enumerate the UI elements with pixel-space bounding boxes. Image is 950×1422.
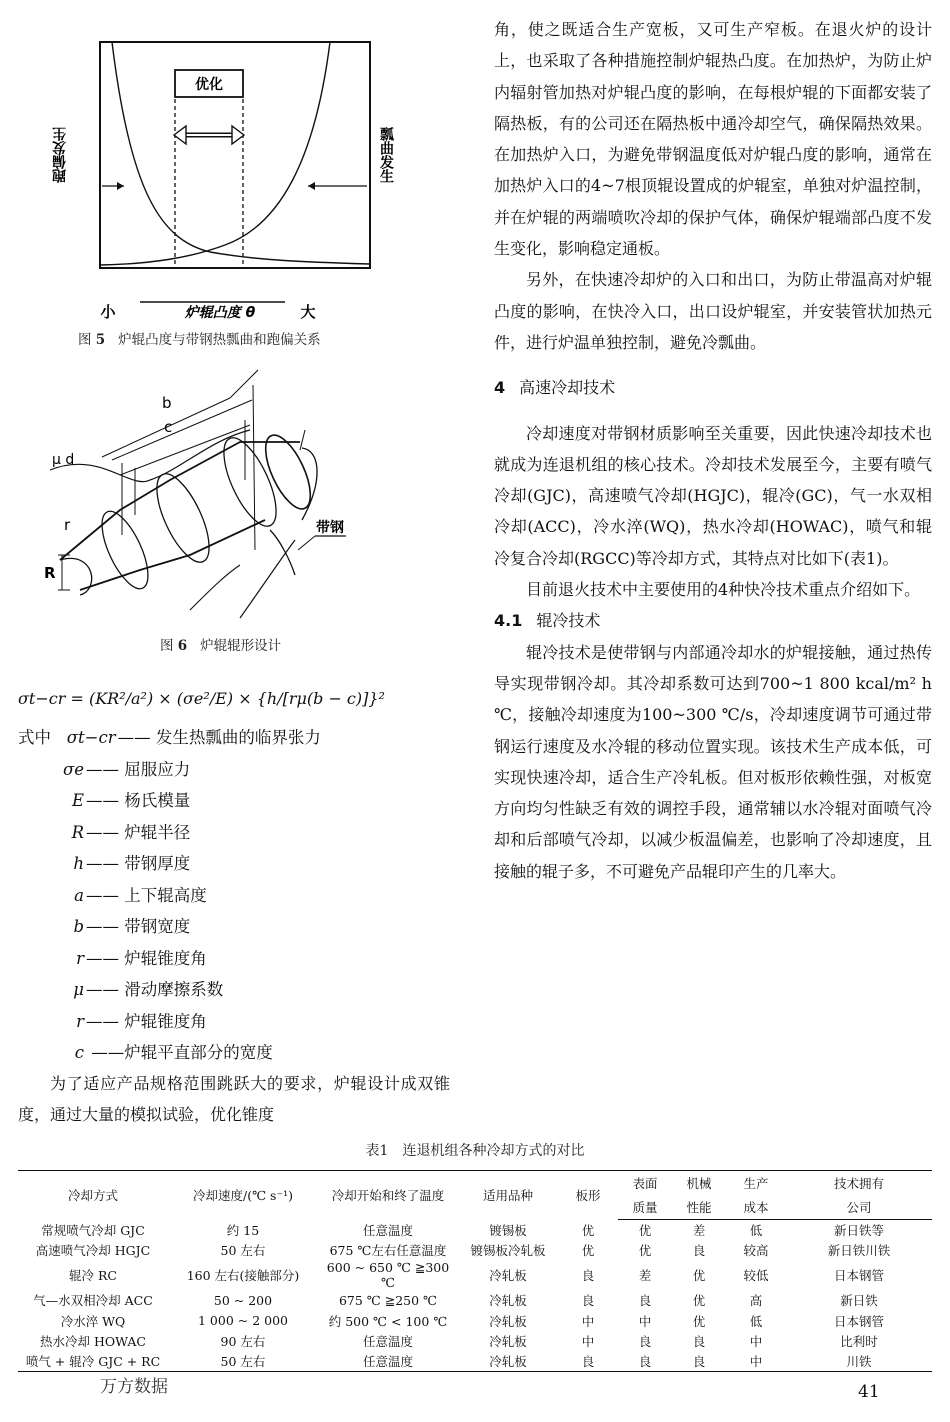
symbol: r — [76, 948, 84, 968]
table-cell: 良 — [692, 1333, 706, 1349]
symbol-desc: —— 屈服应力 — [86, 759, 191, 779]
table-header: 生产 — [726, 1171, 786, 1196]
table-cell: 中 — [749, 1333, 763, 1349]
table-cell: 优 — [581, 1222, 595, 1238]
table-cell: 冷轧板 — [489, 1268, 527, 1284]
table-cell: 优 — [581, 1243, 595, 1259]
symbol-desc: —— 发生热瓢曲的临界张力 — [117, 728, 321, 747]
table-cell: 160 左右(接触部分) — [186, 1268, 300, 1284]
section-number: 4 — [494, 378, 506, 398]
table-row — [18, 1331, 932, 1351]
symbol-desc: —— 带钢宽度 — [86, 917, 191, 936]
table-cell: 低 — [749, 1313, 763, 1329]
table-row — [18, 1260, 932, 1290]
table-cell: 50 左右 — [220, 1243, 266, 1259]
caption-prefix: 图 — [78, 332, 92, 348]
figure-6-label-r: r — [64, 516, 71, 534]
table-cell: 良 — [672, 1351, 726, 1372]
table-cell: 90 左右 — [220, 1333, 266, 1349]
table-cell: 辊冷 RC — [69, 1268, 117, 1284]
symbol-desc: —— 滑动摩擦系数 — [86, 980, 224, 999]
table-cell: 新日铁川铁 — [827, 1243, 891, 1259]
table-row — [18, 1220, 932, 1241]
caption-prefix: 图 — [160, 638, 174, 654]
table-cell: 较低 — [743, 1268, 769, 1284]
section-heading-4 — [494, 372, 932, 403]
symbol-row — [18, 943, 321, 975]
figure-6-caption — [160, 634, 281, 654]
table-row — [18, 1311, 932, 1331]
table-header: 冷却开始和终了温度 — [318, 1171, 458, 1220]
section-title: 高速冷却技术 — [519, 378, 616, 398]
symbol-desc: —— 炉辊锥度角 — [86, 1011, 207, 1031]
paragraph: 辊冷技术是使带钢与内部通冷却水的炉辊接触，通过热传导实现带钢冷却。其冷却系数可达到700~1 800 kcal/m² h ℃，接触冷却速度为100~300 ℃/s，冷却速度调节可通过带钢运行速度及水冷辊的移动位置实现。该技术生产成本低，可实现快速冷却，适合生产冷轧板。但对板形依赖性强，对板宽方向均匀性缺乏有效的调控手段，通常辅以水冷辊对面喷气冷却和后部喷气冷却，以减少板温偏差，也影响了冷却速度，且接触的辊子多，不可避免产品辊印产生的几率大。 — [494, 642, 932, 881]
section-number: 4.1 — [494, 611, 523, 631]
symbol: a — [74, 885, 84, 905]
table-cell: 镀锡板冷轧板 — [470, 1243, 546, 1259]
table-cell: 中 — [581, 1333, 595, 1349]
figure-6-label-b: b — [162, 394, 172, 412]
table-header: 技术拥有 — [786, 1171, 932, 1196]
table-caption: 表1 连退机组各种冷却方式的对比 — [365, 1143, 585, 1159]
table-header: 成本 — [726, 1195, 786, 1220]
left-column-paragraph — [18, 1068, 450, 1131]
figure-6 — [40, 360, 400, 625]
figure-5-caption — [78, 328, 321, 348]
table-cell: 良 — [581, 1293, 595, 1309]
symbol: b — [73, 917, 84, 936]
table-row — [18, 1290, 932, 1310]
table-cell: 镀锡板 — [489, 1222, 527, 1238]
table-cell: 高速喷气冷却 HGJC — [35, 1243, 151, 1259]
table-cell: 中 — [726, 1351, 786, 1372]
table-cell: 新日铁 — [840, 1293, 878, 1309]
table-cell: 冷轧板 — [489, 1293, 527, 1309]
table-cell: 任意温度 — [362, 1222, 413, 1238]
table-cell: 50 左右 — [168, 1351, 318, 1372]
figure-5-x-small: 小 — [100, 303, 116, 321]
symbol-list — [18, 722, 321, 1069]
symbol-row — [18, 880, 321, 912]
table-row — [18, 1351, 932, 1372]
table-cell: 较高 — [743, 1243, 769, 1259]
table-cell: 冷水淬 WQ — [60, 1313, 126, 1329]
table-cell: 冷轧板 — [489, 1313, 527, 1329]
table-header: 性能 — [672, 1195, 726, 1220]
right-column — [494, 14, 932, 887]
paragraph: 角，使之既适合生产宽板，又可生产窄板。在退火炉的设计上，也采取了各种措施控制炉辊热凸度。在加热炉，为防止炉内辐射管加热对炉辊凸度的影响，在每根炉辊的下面都安装了隔热板，有的公司还在隔热板中通冷却空气，确保隔热效果。在加热炉入口，为避免带钢温度低对炉辊凸度的影响，通常在加热炉入口的4~7根顶辊设置成的炉辊室，单独对炉温控制，并在炉辊的两端喷吹冷却的保护气体，确保炉辊端部凸度不发生变化，影响稳定通板。 — [494, 20, 932, 259]
figure-5 — [40, 40, 400, 330]
table-cell: 川铁 — [786, 1351, 932, 1372]
symbol: σt−cr — [66, 728, 116, 747]
symbol-row — [18, 974, 321, 1006]
figure-6-label-mud: μ d — [52, 452, 75, 468]
caption-text: 炉辊辊形设计 — [200, 638, 282, 654]
symbol-row — [18, 911, 321, 943]
table-cell: 日本钢管 — [833, 1313, 884, 1329]
symbol-row — [18, 1006, 321, 1038]
caption-number: 6 — [177, 638, 188, 654]
table-cell: 日本钢管 — [833, 1268, 884, 1284]
cooling-comparison-table — [18, 1170, 932, 1372]
figure-6-diagram — [40, 360, 400, 625]
table-cell: 50 ~ 200 — [213, 1292, 273, 1308]
watermark: 万方数据 — [100, 1377, 168, 1397]
table-cell: 优 — [692, 1313, 706, 1329]
table-cell: 约 15 — [226, 1222, 260, 1238]
table-cell: 优 — [692, 1293, 706, 1309]
caption-number: 5 — [95, 332, 106, 348]
symbol: E — [71, 791, 84, 810]
section-heading-4-1 — [494, 605, 932, 636]
symbol: h — [73, 854, 84, 873]
table-cell: 热水冷却 HOWAC — [40, 1333, 146, 1349]
symbol-row — [18, 1037, 321, 1069]
table-cell: 任意温度 — [318, 1351, 458, 1372]
table-cell: 良 — [692, 1243, 706, 1259]
table-header: 机械 — [672, 1171, 726, 1196]
table-header: 冷却方式 — [18, 1171, 168, 1220]
table-cell: 600 ~ 650 ℃ ≧300 ℃ — [326, 1260, 450, 1291]
table-cell: 良 — [638, 1293, 652, 1309]
table-cell: 优 — [638, 1223, 652, 1239]
section-title: 辊冷技术 — [536, 611, 601, 631]
figure-5-x-large: 大 — [300, 303, 316, 321]
table-cell: 气—水双相冷却 ACC — [33, 1293, 153, 1309]
paragraph: 另外，在快速冷却炉的入口和出口，为防止带温高对炉辊凸度的影响，在快冷入口，出口设炉辊室，并安装管状加热元件，进行炉温单独控制，避免冷瓢曲。 — [494, 270, 932, 352]
symbol: R — [71, 822, 84, 842]
table-cell: 良 — [638, 1333, 652, 1349]
table-header: 适用品种 — [458, 1171, 558, 1220]
figure-5-left-axis-label: 跑偏发生 — [52, 127, 68, 183]
symbol: σe — [62, 759, 84, 779]
page-number: 41 — [858, 1382, 880, 1402]
figure-6-label-R: R — [44, 564, 56, 582]
symbol: c — [74, 1043, 84, 1062]
symbol-row — [18, 722, 321, 754]
symbol-desc: ——炉辊平直部分的宽度 — [86, 1043, 273, 1062]
table-header: 冷却速度/(℃ s⁻¹) — [168, 1171, 318, 1220]
table-cell: 1 000 ~ 2 000 — [198, 1313, 288, 1329]
paragraph: 冷却速度对带钢材质影响至关重要，因此快速冷却技术也就成为连退机组的核心技术。冷却技术发展至今，主要有喷气冷却(GJC)，高速喷气冷却(HGJC)，辊冷(GC)，气一水双相冷却(ACC)，冷水淬(WQ)，热水冷却(HOWAC)，喷气和辊冷复合冷却(RGCC)等冷却方式，其特点对比如下(表1)。 — [494, 423, 932, 568]
critical-tension-formula: σt−cr = (KR²/a²) × (σe²/E) × {h/[rμ(b − c)]}² — [18, 689, 385, 708]
table-cell: 冷轧板 — [458, 1351, 558, 1372]
table-cell: 675 ℃ ≧250 ℃ — [338, 1292, 438, 1308]
table-header: 公司 — [786, 1195, 932, 1220]
table-header: 表面 — [618, 1171, 672, 1196]
paragraph: 为了适应产品规格范围跳跃大的要求，炉辊设计成双锥度，通过大量的模拟试验，优化锥度 — [18, 1074, 450, 1125]
symbol: r — [76, 1011, 84, 1031]
figure-5-right-axis-label: 瓢曲发生 — [378, 127, 394, 183]
table-row — [18, 1240, 932, 1260]
figure-6-label-strip: 带钢 — [316, 520, 344, 536]
table-cell: 喷气 + 辊冷 GJC + RC — [18, 1351, 168, 1372]
table-cell: 新日铁等 — [833, 1223, 884, 1239]
caption-text: 炉辊凸度与带钢热瓢曲和跑偏关系 — [118, 332, 321, 348]
table-cell: 比利时 — [840, 1333, 878, 1349]
symbol-desc: —— 炉辊锥度角 — [86, 948, 207, 968]
table-cell: 高 — [749, 1293, 763, 1309]
symbol-row — [18, 817, 321, 849]
symbol-row — [18, 785, 321, 817]
table-header-row — [18, 1171, 932, 1196]
symbol-desc: —— 杨氏模量 — [86, 791, 191, 810]
table-cell: 优 — [638, 1243, 652, 1259]
symbol: μ — [73, 980, 84, 999]
table-cell: 常规喷气冷却 GJC — [41, 1222, 145, 1238]
symbol-desc: —— 带钢厚度 — [86, 854, 191, 873]
table-cell: 中 — [638, 1313, 652, 1329]
table-header: 板形 — [558, 1171, 618, 1220]
symbol-row — [18, 754, 321, 786]
table-header: 质量 — [618, 1195, 672, 1220]
table-cell: 差 — [692, 1223, 706, 1239]
symbols-prefix: 式中 — [18, 728, 51, 747]
symbol-row — [18, 848, 321, 880]
table-cell: 良 — [581, 1268, 595, 1284]
paragraph: 目前退火技术中主要使用的4种快冷技术重点介绍如下。 — [526, 580, 921, 600]
table-cell: 低 — [749, 1223, 763, 1239]
table-cell: 约 500 ℃ < 100 ℃ — [328, 1313, 448, 1329]
figure-5-optimize-label: 优化 — [195, 77, 223, 93]
table-cell: 冷轧板 — [489, 1333, 527, 1349]
table-cell: 差 — [638, 1268, 652, 1284]
table-cell: 优 — [692, 1268, 706, 1284]
figure-5-x-label: 炉辊凸度 θ — [184, 305, 256, 321]
table-cell: 中 — [581, 1313, 595, 1329]
figure-6-label-c: c — [164, 418, 173, 436]
table-cell: 675 ℃左右任意温度 — [329, 1243, 447, 1259]
symbol-desc: —— 上下辊高度 — [86, 885, 207, 905]
table-cell: 良 — [558, 1351, 618, 1372]
table-cell: 良 — [618, 1351, 672, 1372]
table-cell: 任意温度 — [362, 1333, 413, 1349]
figure-5-plot — [40, 40, 400, 330]
symbol-desc: —— 炉辊半径 — [86, 822, 191, 842]
